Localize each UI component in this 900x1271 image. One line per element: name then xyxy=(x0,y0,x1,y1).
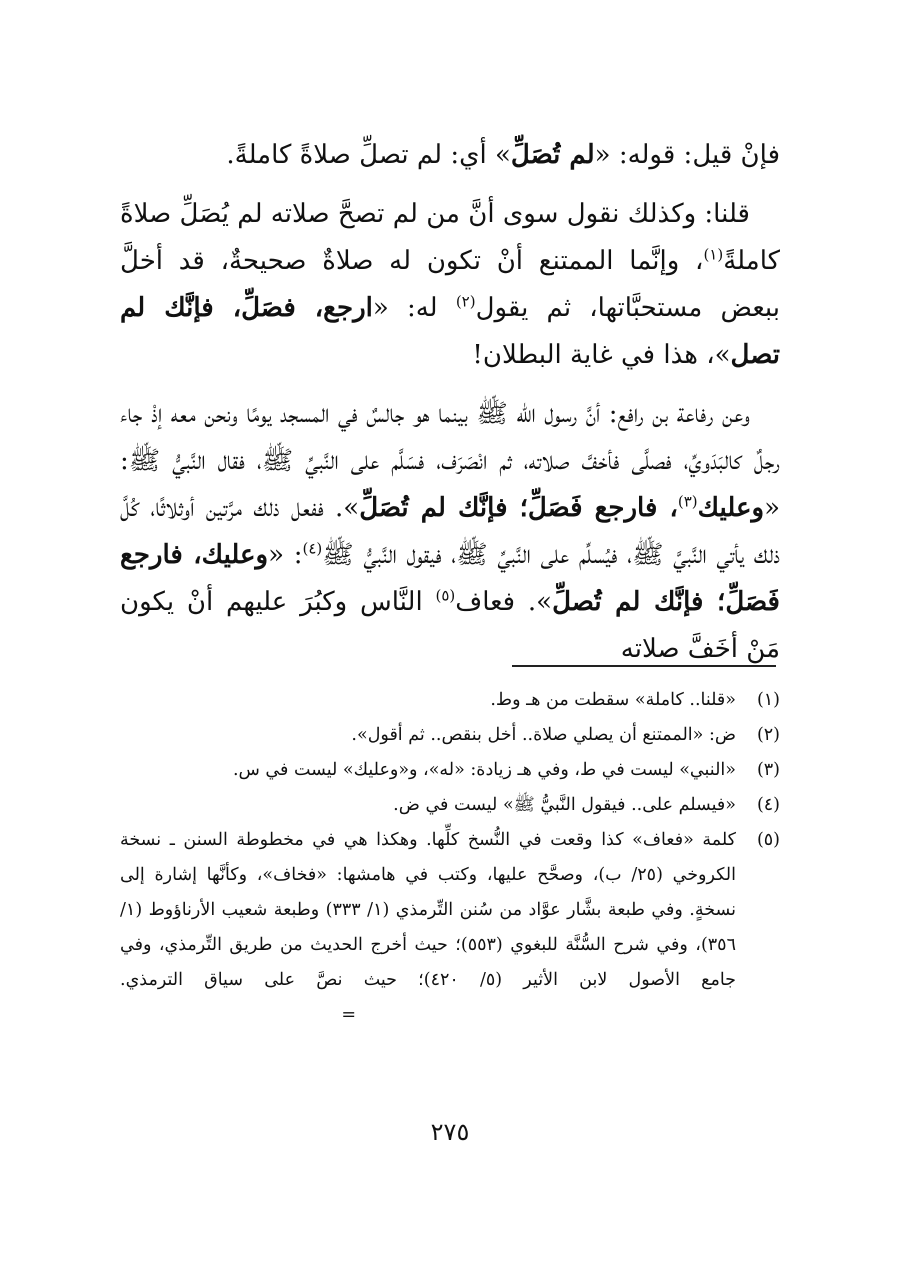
text-run: النَّاس وكبُرَ عليهم أنْ يكون مَنْ أخَفَّ صلاته xyxy=(120,587,780,664)
footnote-text: «قلنا.. كاملة» سقطت من هـ وط. xyxy=(490,690,736,710)
footnote-number: (٥) xyxy=(756,830,780,850)
page-number: ٢٧٥ xyxy=(430,1118,470,1146)
text-run: ». ففعل ذلك مرَّتين أوثلاثًا، كُلَّ ذلك يأتي النَّبيَّ ﷺ، فيُسلِّم على النَّبيِّ ﷺ، فيقول النَّبيُّ ﷺ xyxy=(120,493,781,570)
footnote-2 xyxy=(120,718,780,753)
footnote-5 xyxy=(120,823,780,1033)
text-run: » أي: لم تصلِّ صلاةً كاملةً. xyxy=(226,140,511,170)
bold-quote: وعليك، فارجع فَصَلِّ؛ فإنَّك لم تُصلِّ xyxy=(120,540,780,617)
text-run: ». فعاف xyxy=(455,587,553,617)
footnote-text: «النبي» ليست في ط، وفي هـ زيادة: «له»، و«وعليك» ليست في س. xyxy=(232,760,736,780)
footnote-text: ض: «الممتنع أن يصلي صلاة.. أخل بنقص.. ثم أقول». xyxy=(351,725,736,745)
paragraph-3 xyxy=(120,391,780,673)
bold-quote: لم تُصَلِّ xyxy=(510,140,595,170)
footnote-text-wrap xyxy=(120,823,736,1033)
footnotes xyxy=(120,683,780,1033)
text-run: : « xyxy=(268,540,303,570)
text-run: قلنا: وكذلك نقول سوى أنَّ من لم تصحَّ صلاته لم يُصَلِّ صلاةً كاملةً xyxy=(120,199,780,276)
footnote-ref: (١) xyxy=(703,245,724,264)
footnote-3 xyxy=(120,753,780,788)
text-run: له: « xyxy=(372,293,456,323)
text-run: فإنْ قيل: قوله: « xyxy=(594,140,780,170)
text-run: ، وإنَّما الممتنع أنْ تكون له صلاةٌ صحيحةٌ، قد أخلَّ ببعض مستحبَّاتها، ثم يقول xyxy=(120,246,780,323)
bold-quote: ارجع، فصَلِّ، فإنَّك لم تصل xyxy=(120,293,780,370)
footnote-ref: (٢) xyxy=(455,292,476,311)
paragraph-1 xyxy=(120,132,780,179)
footnote-1 xyxy=(120,683,780,718)
bold-quote: ، فارجع فَصَلِّ؛ فإنَّك لم تُصَلِّ xyxy=(359,493,678,523)
footnote-4 xyxy=(120,788,780,823)
footnote-ref: (٥) xyxy=(435,586,456,605)
footnote-ref: (٣) xyxy=(677,492,698,511)
continuation-mark: = xyxy=(341,1005,356,1025)
footnote-number: (٢) xyxy=(756,725,780,745)
bold-quote: وعليك xyxy=(697,493,765,523)
text-run: »، هذا في غاية البطلان! xyxy=(472,340,731,370)
footnote-text: كلمة «فعاف» كذا وقعت في النُّسخ كلِّها. وهكذا هي في مخطوطة السنن ـ نسخة الكروخي (٢٥/ ب)، وصحَّح عليها، وكتب في هامشها: «فخاف»، وكأنَّها إشارة إلى نسخةٍ. وفي طبعة بشَّار عوَّاد من سُنن التِّرمذي (١/ ٣٣٣) وطبعة شعيب الأرناؤوط (١/ ٣٥٦)، وفي شرح السُّنَّة للبغوي (٥٥٣)؛ حيث أخرج الحديث من طريق التِّرمذي، وفي جامع الأصول لابن الأثير (٥/ ٤٢٠)؛ حيث نصَّ على سياق الترمذي. xyxy=(120,830,736,990)
paragraph-2 xyxy=(120,191,780,379)
footnote-separator xyxy=(512,665,776,667)
footnote-ref: (٤) xyxy=(302,539,323,558)
main-text xyxy=(120,132,780,673)
text-run: وعن رفاعة بن رافع: أنَّ رسول الله ﷺ بينما هو جالسٌ في المسجد يومًا ونحن معه إذْ جاء رجلٌ كالبَدَويِّ، فصلَّى فأخفَّ صلاته، ثم انْصَرَف، فسَلَّم على النَّبيِّ ﷺ، فقال النَّبيُّ ﷺ: « xyxy=(120,399,780,523)
footnote-number: (٣) xyxy=(756,760,780,780)
footnote-number: (٤) xyxy=(756,795,780,815)
footnote-text: «فيسلم على.. فيقول النَّبيُّ ﷺ» ليست في ض. xyxy=(393,795,736,815)
footnote-number: (١) xyxy=(756,690,780,710)
